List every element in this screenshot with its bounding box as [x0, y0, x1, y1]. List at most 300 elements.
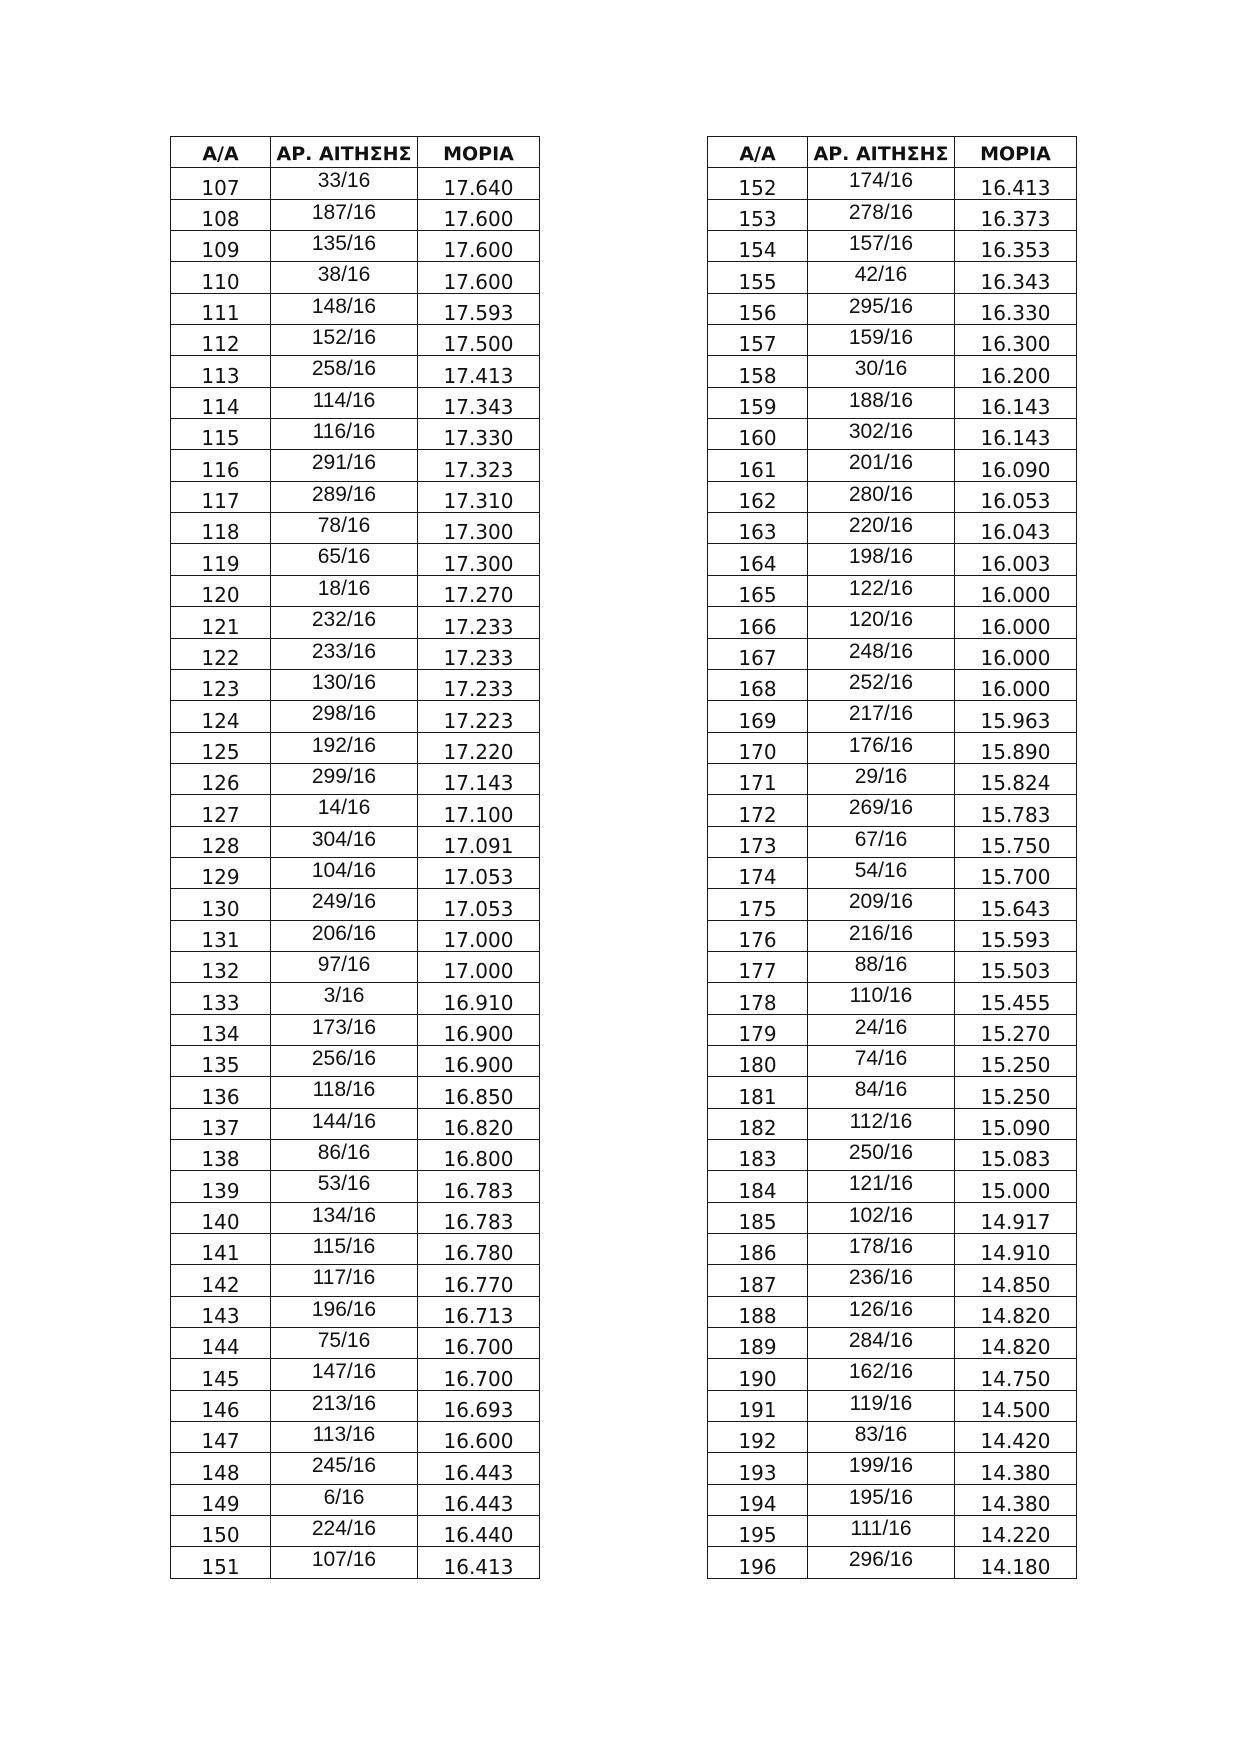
cell-application-number: 176/16	[808, 732, 955, 763]
cell-aa: 144	[171, 1328, 271, 1359]
cell-application-number: 117/16	[271, 1265, 418, 1296]
cell-aa: 196	[708, 1547, 808, 1578]
score-table-left	[170, 136, 540, 1579]
cell-application-number: 198/16	[808, 544, 955, 575]
cell-aa: 140	[171, 1202, 271, 1233]
cell-score: 14.180	[955, 1547, 1077, 1578]
cell-score: 17.270	[418, 575, 540, 606]
cell-score: 16.000	[955, 607, 1077, 638]
cell-application-number: 252/16	[808, 669, 955, 700]
cell-application-number: 110/16	[808, 983, 955, 1014]
table-row	[708, 419, 1077, 450]
table-row	[708, 1014, 1077, 1045]
cell-aa: 119	[171, 544, 271, 575]
table-row	[708, 1140, 1077, 1171]
cell-application-number: 88/16	[808, 951, 955, 982]
cell-aa: 108	[171, 199, 271, 230]
cell-aa: 143	[171, 1296, 271, 1327]
cell-application-number: 78/16	[271, 513, 418, 544]
cell-aa: 153	[708, 199, 808, 230]
cell-aa: 117	[171, 481, 271, 512]
cell-application-number: 232/16	[271, 607, 418, 638]
table-row	[708, 889, 1077, 920]
cell-aa: 120	[171, 575, 271, 606]
cell-score: 14.917	[955, 1202, 1077, 1233]
cell-aa: 128	[171, 826, 271, 857]
cell-score: 17.323	[418, 450, 540, 481]
cell-score: 14.220	[955, 1516, 1077, 1547]
table-row	[171, 1077, 540, 1108]
cell-score: 16.413	[955, 168, 1077, 199]
table-row	[171, 1422, 540, 1453]
cell-score: 16.900	[418, 1014, 540, 1045]
table-row	[171, 1234, 540, 1265]
cell-aa: 138	[171, 1140, 271, 1171]
cell-aa: 124	[171, 701, 271, 732]
cell-score: 17.600	[418, 262, 540, 293]
cell-score: 15.700	[955, 857, 1077, 888]
table-row	[708, 857, 1077, 888]
cell-score: 17.091	[418, 826, 540, 857]
cell-score: 16.330	[955, 293, 1077, 324]
table-row	[708, 1422, 1077, 1453]
cell-aa: 164	[708, 544, 808, 575]
table-row	[708, 544, 1077, 575]
table-row	[171, 889, 540, 920]
table-row	[171, 513, 540, 544]
cell-score: 16.910	[418, 983, 540, 1014]
cell-application-number: 84/16	[808, 1077, 955, 1108]
cell-aa: 111	[171, 293, 271, 324]
cell-score: 15.593	[955, 920, 1077, 951]
table-row	[171, 168, 540, 199]
cell-application-number: 24/16	[808, 1014, 955, 1045]
table-row	[708, 795, 1077, 826]
cell-application-number: 148/16	[271, 293, 418, 324]
table-row	[708, 387, 1077, 418]
table-row	[171, 1453, 540, 1484]
cell-application-number: 97/16	[271, 951, 418, 982]
cell-application-number: 42/16	[808, 262, 955, 293]
table-row	[708, 293, 1077, 324]
cell-aa: 194	[708, 1484, 808, 1515]
cell-application-number: 18/16	[271, 575, 418, 606]
cell-aa: 182	[708, 1108, 808, 1139]
cell-application-number: 236/16	[808, 1265, 955, 1296]
cell-application-number: 135/16	[271, 231, 418, 262]
cell-application-number: 178/16	[808, 1234, 955, 1265]
table-row	[708, 1265, 1077, 1296]
cell-application-number: 199/16	[808, 1453, 955, 1484]
table-row	[171, 638, 540, 669]
cell-aa: 149	[171, 1484, 271, 1515]
cell-application-number: 284/16	[808, 1328, 955, 1359]
table-row	[708, 199, 1077, 230]
table-row	[708, 951, 1077, 982]
cell-score: 16.800	[418, 1140, 540, 1171]
cell-aa: 132	[171, 951, 271, 982]
cell-application-number: 245/16	[271, 1453, 418, 1484]
cell-aa: 195	[708, 1516, 808, 1547]
cell-application-number: 233/16	[271, 638, 418, 669]
cell-score: 16.343	[955, 262, 1077, 293]
cell-application-number: 162/16	[808, 1359, 955, 1390]
cell-score: 16.090	[955, 450, 1077, 481]
cell-application-number: 152/16	[271, 325, 418, 356]
cell-aa: 171	[708, 763, 808, 794]
cell-aa: 176	[708, 920, 808, 951]
cell-application-number: 83/16	[808, 1422, 955, 1453]
cell-score: 16.850	[418, 1077, 540, 1108]
cell-score: 17.233	[418, 607, 540, 638]
cell-aa: 159	[708, 387, 808, 418]
cell-score: 15.083	[955, 1140, 1077, 1171]
cell-aa: 142	[171, 1265, 271, 1296]
cell-score: 15.455	[955, 983, 1077, 1014]
table-row	[171, 1359, 540, 1390]
cell-aa: 114	[171, 387, 271, 418]
table-row	[708, 701, 1077, 732]
cell-aa: 158	[708, 356, 808, 387]
table-row	[171, 1328, 540, 1359]
cell-score: 16.900	[418, 1045, 540, 1076]
table-row	[171, 1390, 540, 1421]
cell-score: 15.750	[955, 826, 1077, 857]
cell-aa: 169	[708, 701, 808, 732]
cell-application-number: 291/16	[271, 450, 418, 481]
cell-score: 16.413	[418, 1547, 540, 1578]
cell-application-number: 33/16	[271, 168, 418, 199]
cell-aa: 118	[171, 513, 271, 544]
cell-application-number: 126/16	[808, 1296, 955, 1327]
cell-application-number: 196/16	[271, 1296, 418, 1327]
cell-score: 14.380	[955, 1484, 1077, 1515]
table-row	[171, 575, 540, 606]
table-row	[171, 983, 540, 1014]
cell-application-number: 118/16	[271, 1077, 418, 1108]
cell-aa: 113	[171, 356, 271, 387]
table-row	[708, 1202, 1077, 1233]
cell-aa: 139	[171, 1171, 271, 1202]
cell-application-number: 116/16	[271, 419, 418, 450]
table-row	[171, 199, 540, 230]
cell-application-number: 206/16	[271, 920, 418, 951]
cell-application-number: 249/16	[271, 889, 418, 920]
cell-score: 16.373	[955, 199, 1077, 230]
cell-score: 16.300	[955, 325, 1077, 356]
table-row	[708, 575, 1077, 606]
cell-application-number: 159/16	[808, 325, 955, 356]
cell-aa: 178	[708, 983, 808, 1014]
cell-score: 17.233	[418, 669, 540, 700]
cell-aa: 154	[708, 231, 808, 262]
cell-aa: 179	[708, 1014, 808, 1045]
cell-aa: 123	[171, 669, 271, 700]
cell-aa: 181	[708, 1077, 808, 1108]
cell-score: 16.820	[418, 1108, 540, 1139]
cell-score: 14.820	[955, 1328, 1077, 1359]
table-row	[708, 325, 1077, 356]
table-row	[171, 669, 540, 700]
table-row	[171, 1202, 540, 1233]
cell-score: 14.850	[955, 1265, 1077, 1296]
cell-application-number: 111/16	[808, 1516, 955, 1547]
cell-score: 17.143	[418, 763, 540, 794]
table-row	[708, 1234, 1077, 1265]
cell-aa: 180	[708, 1045, 808, 1076]
cell-application-number: 144/16	[271, 1108, 418, 1139]
cell-score: 16.353	[955, 231, 1077, 262]
cell-score: 16.443	[418, 1453, 540, 1484]
table-row	[708, 826, 1077, 857]
cell-application-number: 298/16	[271, 701, 418, 732]
cell-aa: 115	[171, 419, 271, 450]
table-row	[171, 481, 540, 512]
cell-application-number: 74/16	[808, 1045, 955, 1076]
table-row	[708, 1516, 1077, 1547]
cell-aa: 187	[708, 1265, 808, 1296]
cell-score: 14.820	[955, 1296, 1077, 1327]
cell-score: 16.780	[418, 1234, 540, 1265]
table-row	[708, 1045, 1077, 1076]
cell-aa: 145	[171, 1359, 271, 1390]
cell-score: 16.783	[418, 1171, 540, 1202]
cell-aa: 177	[708, 951, 808, 982]
cell-aa: 190	[708, 1359, 808, 1390]
cell-score: 14.500	[955, 1390, 1077, 1421]
cell-aa: 133	[171, 983, 271, 1014]
cell-aa: 129	[171, 857, 271, 888]
table-row	[171, 356, 540, 387]
cell-score: 17.593	[418, 293, 540, 324]
cell-aa: 175	[708, 889, 808, 920]
table-row	[171, 544, 540, 575]
cell-aa: 161	[708, 450, 808, 481]
cell-aa: 186	[708, 1234, 808, 1265]
cell-application-number: 224/16	[271, 1516, 418, 1547]
cell-aa: 193	[708, 1453, 808, 1484]
cell-application-number: 147/16	[271, 1359, 418, 1390]
cell-aa: 107	[171, 168, 271, 199]
cell-application-number: 299/16	[271, 763, 418, 794]
cell-application-number: 107/16	[271, 1547, 418, 1578]
cell-score: 17.000	[418, 951, 540, 982]
table-row	[708, 231, 1077, 262]
table-row	[708, 481, 1077, 512]
cell-application-number: 296/16	[808, 1547, 955, 1578]
cell-score: 16.200	[955, 356, 1077, 387]
cell-aa: 170	[708, 732, 808, 763]
cell-score: 16.700	[418, 1328, 540, 1359]
table-row	[708, 1296, 1077, 1327]
cell-aa: 168	[708, 669, 808, 700]
cell-score: 16.000	[955, 638, 1077, 669]
table-row	[171, 951, 540, 982]
cell-aa: 150	[171, 1516, 271, 1547]
cell-aa: 152	[708, 168, 808, 199]
table-row	[171, 857, 540, 888]
cell-aa: 130	[171, 889, 271, 920]
table-row	[171, 1014, 540, 1045]
cell-application-number: 86/16	[271, 1140, 418, 1171]
cell-aa: 185	[708, 1202, 808, 1233]
column-header-aa: Α/Α	[708, 137, 808, 168]
table-row	[171, 1045, 540, 1076]
cell-score: 16.443	[418, 1484, 540, 1515]
cell-aa: 136	[171, 1077, 271, 1108]
cell-score: 17.000	[418, 920, 540, 951]
cell-score: 16.693	[418, 1390, 540, 1421]
table-row	[708, 513, 1077, 544]
cell-score: 15.783	[955, 795, 1077, 826]
cell-aa: 183	[708, 1140, 808, 1171]
table-row	[171, 1296, 540, 1327]
table-row	[708, 1547, 1077, 1578]
cell-application-number: 119/16	[808, 1390, 955, 1421]
table-header-row	[708, 137, 1077, 168]
cell-application-number: 304/16	[271, 826, 418, 857]
cell-aa: 137	[171, 1108, 271, 1139]
cell-application-number: 65/16	[271, 544, 418, 575]
cell-aa: 148	[171, 1453, 271, 1484]
cell-score: 14.380	[955, 1453, 1077, 1484]
cell-aa: 162	[708, 481, 808, 512]
cell-score: 17.220	[418, 732, 540, 763]
table-row	[171, 1547, 540, 1578]
cell-application-number: 201/16	[808, 450, 955, 481]
cell-application-number: 289/16	[271, 481, 418, 512]
cell-application-number: 258/16	[271, 356, 418, 387]
cell-aa: 155	[708, 262, 808, 293]
cell-application-number: 75/16	[271, 1328, 418, 1359]
cell-application-number: 216/16	[808, 920, 955, 951]
cell-application-number: 6/16	[271, 1484, 418, 1515]
cell-application-number: 217/16	[808, 701, 955, 732]
cell-application-number: 38/16	[271, 262, 418, 293]
table-row	[708, 1359, 1077, 1390]
table-row	[708, 1390, 1077, 1421]
cell-score: 17.600	[418, 231, 540, 262]
cell-application-number: 157/16	[808, 231, 955, 262]
cell-aa: 174	[708, 857, 808, 888]
cell-score: 17.053	[418, 857, 540, 888]
table-row	[708, 669, 1077, 700]
cell-aa: 126	[171, 763, 271, 794]
cell-application-number: 295/16	[808, 293, 955, 324]
table-row	[708, 920, 1077, 951]
table-row	[171, 1265, 540, 1296]
cell-score: 14.910	[955, 1234, 1077, 1265]
cell-score: 14.750	[955, 1359, 1077, 1390]
cell-score: 15.963	[955, 701, 1077, 732]
cell-aa: 172	[708, 795, 808, 826]
table-row	[708, 638, 1077, 669]
column-header-score: ΜΟΡΙΑ	[418, 137, 540, 168]
cell-score: 15.824	[955, 763, 1077, 794]
table-row	[171, 920, 540, 951]
cell-score: 17.300	[418, 544, 540, 575]
cell-score: 16.000	[955, 669, 1077, 700]
cell-aa: 122	[171, 638, 271, 669]
table-row	[171, 1484, 540, 1515]
table-row	[708, 983, 1077, 1014]
table-row	[171, 1140, 540, 1171]
cell-score: 17.053	[418, 889, 540, 920]
cell-application-number: 122/16	[808, 575, 955, 606]
cell-score: 17.100	[418, 795, 540, 826]
table-row	[171, 419, 540, 450]
table-row	[171, 231, 540, 262]
cell-aa: 134	[171, 1014, 271, 1045]
table-header-row	[171, 137, 540, 168]
cell-score: 16.000	[955, 575, 1077, 606]
cell-aa: 125	[171, 732, 271, 763]
cell-application-number: 114/16	[271, 387, 418, 418]
table-row	[171, 387, 540, 418]
cell-aa: 121	[171, 607, 271, 638]
cell-aa: 192	[708, 1422, 808, 1453]
cell-score: 15.250	[955, 1045, 1077, 1076]
cell-application-number: 209/16	[808, 889, 955, 920]
cell-aa: 146	[171, 1390, 271, 1421]
cell-application-number: 3/16	[271, 983, 418, 1014]
cell-score: 17.300	[418, 513, 540, 544]
cell-application-number: 280/16	[808, 481, 955, 512]
table-row	[171, 262, 540, 293]
table-row	[708, 1328, 1077, 1359]
table-row	[708, 450, 1077, 481]
column-header-aa: Α/Α	[171, 137, 271, 168]
table-row	[708, 1484, 1077, 1515]
cell-score: 17.330	[418, 419, 540, 450]
cell-score: 16.783	[418, 1202, 540, 1233]
cell-score: 16.713	[418, 1296, 540, 1327]
cell-score: 16.003	[955, 544, 1077, 575]
table-row	[171, 732, 540, 763]
cell-aa: 165	[708, 575, 808, 606]
table-row	[708, 356, 1077, 387]
cell-aa: 188	[708, 1296, 808, 1327]
table-row	[171, 763, 540, 794]
cell-score: 15.270	[955, 1014, 1077, 1045]
cell-aa: 141	[171, 1234, 271, 1265]
cell-score: 16.440	[418, 1516, 540, 1547]
cell-score: 16.600	[418, 1422, 540, 1453]
cell-score: 15.643	[955, 889, 1077, 920]
cell-aa: 109	[171, 231, 271, 262]
cell-aa: 167	[708, 638, 808, 669]
cell-application-number: 54/16	[808, 857, 955, 888]
cell-score: 17.310	[418, 481, 540, 512]
cell-aa: 189	[708, 1328, 808, 1359]
column-header-application-number: ΑΡ. ΑΙΤΗΣΗΣ	[271, 137, 418, 168]
table-row	[708, 763, 1077, 794]
cell-aa: 157	[708, 325, 808, 356]
cell-aa: 110	[171, 262, 271, 293]
cell-aa: 166	[708, 607, 808, 638]
cell-aa: 163	[708, 513, 808, 544]
cell-aa: 156	[708, 293, 808, 324]
cell-score: 15.503	[955, 951, 1077, 982]
table-row	[171, 607, 540, 638]
cell-application-number: 121/16	[808, 1171, 955, 1202]
cell-score: 16.143	[955, 419, 1077, 450]
cell-score: 15.890	[955, 732, 1077, 763]
cell-aa: 147	[171, 1422, 271, 1453]
cell-application-number: 102/16	[808, 1202, 955, 1233]
cell-aa: 151	[171, 1547, 271, 1578]
cell-application-number: 220/16	[808, 513, 955, 544]
